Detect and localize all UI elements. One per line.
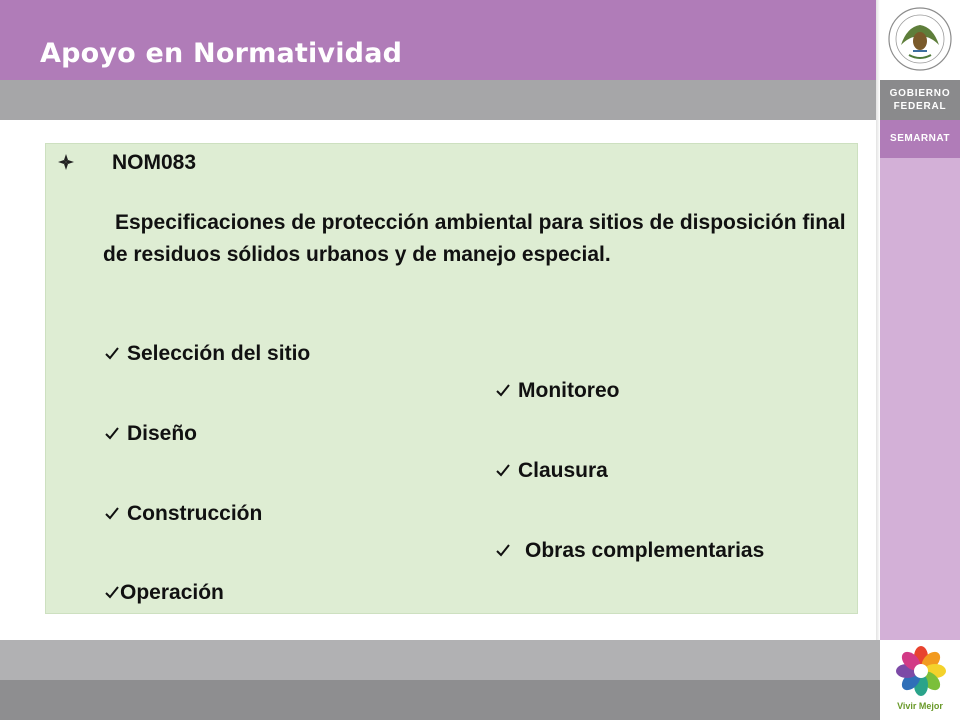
semarnat-label: SEMARNAT (890, 133, 950, 144)
checklist-item-label: Operación (120, 581, 224, 604)
vivir-mejor-label: Vivir Mejor (897, 701, 943, 711)
checkmark-icon (495, 462, 511, 478)
federal-label: FEDERAL (893, 101, 947, 112)
checklist-item-label: Construcción (127, 502, 263, 525)
checkmark-icon (104, 425, 120, 441)
mexico-seal-icon (887, 5, 953, 73)
checklist-item-label: Obras complementarias (525, 539, 765, 562)
checklist-item-label: Clausura (518, 459, 608, 482)
checklist-item-label: Diseño (127, 422, 198, 445)
nom-heading: NOM083 (112, 151, 197, 174)
top-gray-band (0, 80, 880, 120)
bottom-gray-band-dark (0, 680, 880, 720)
checkmark-icon (104, 505, 120, 521)
sidebar-lilac-strip (880, 158, 960, 640)
nom-description: Especificaciones de protección ambiental para sitios de disposición final de residuos sólidos urbanos y de manejo especial. (103, 211, 846, 266)
semarnat-block (880, 120, 960, 158)
vivir-mejor-flower-icon (895, 645, 947, 697)
bottom-gray-band-light (0, 640, 880, 680)
checkmark-icon (495, 542, 511, 558)
checkmark-icon (495, 382, 511, 398)
page-title: Apoyo en Normatividad (40, 38, 403, 69)
gobierno-federal-block (880, 80, 960, 120)
checklist-item-label: Monitoreo (518, 379, 620, 402)
checklist-item-label: Selección del sitio (127, 342, 311, 365)
checkmark-icon (104, 584, 120, 600)
diamond-bullet-icon (58, 154, 74, 170)
gobierno-label: GOBIERNO (889, 88, 951, 99)
checkmark-icon (104, 345, 120, 361)
